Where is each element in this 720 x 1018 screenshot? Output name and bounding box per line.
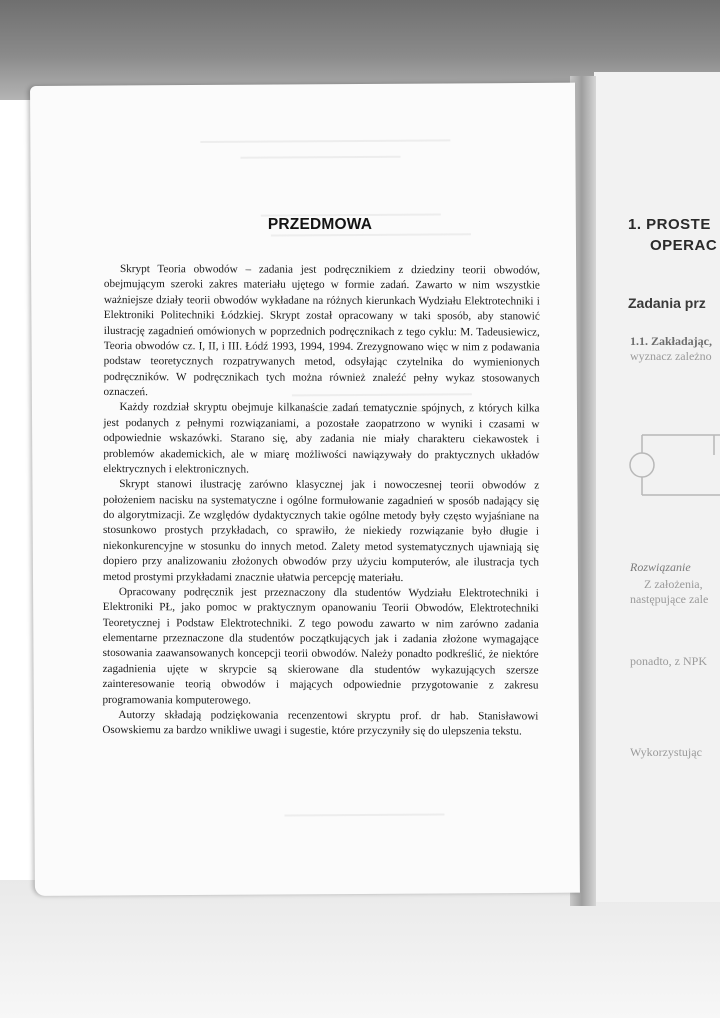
right-chapter-heading-line2: OPERAC — [650, 237, 718, 254]
paragraph: Opracowany podręcznik jest przeznaczony dla studentów Wydziału Elektrotechniki i Elektroniki PŁ, jako pomoc w praktycznym opanowaniu Teorii Obwodów, Elektrotechniki Teoretycznej i Podstaw Elektrotechniki. Z tego powodu zawarto w nim zarówno zadania elementarne przeznaczone dla studentów początkujących jak i zadania złożone wymagające stosowania zaawansowanych koncepcji teorii obwodów. Należy ponadto podkreślić, że niektóre zagadnienia ujęte w skrypcie są skierowane dla studentów wykazujących szersze zainteresowanie teorią obwodów i mających odpowiednie przygotowanie z zakresu programowania komputerowego. — [102, 585, 539, 707]
preface-text — [102, 262, 540, 740]
right-solution-heading: Rozwiązanie — [630, 560, 691, 574]
circuit-diagram-fragment — [622, 425, 720, 505]
paragraph: Skrypt stanowi ilustrację zarówno klasycznej jak i nowoczesnej teorii obwodów z położeniem nacisku na systematyczne i ogólne formułowanie zagadnień w sposób nadający się do algorytmizacji. Ze względów dydaktycznych takie ogólne metody były często wyjaśniane na stosunkowo prostych przykładach, co sprawiło, że niekiedy rozwiązanie było długie i niekonkurencyjne w stosunku do innych metod. Zalety metod systematycznych ujawniają się dopiero przy analizowaniu złożonych obwodów przy użyciu komputerów, ale ilustracja tych metod prostymi przykładami znacznie ułatwia percepcję materiału. — [102, 478, 540, 584]
right-problem-line: wyznacz zależno — [630, 349, 712, 363]
paragraph: Skrypt Teoria obwodów – zadania jest podręcznikiem z dziedziny teorii obwodów, obejmującym szeroki zakres materiału ujętego w formie zadań. Zawarto w nim wszystkie ważniejsze działy teorii obwodów wykładane na różnych kierunkach Wydziału Elektrotechniki i Elektroniki Politechniki Łódzkiej. Skrypt został opracowany w taki sposób, aby stanowić ilustrację zagadnień omówionych w poprzednich podręcznikach z tego cyklu: M. Tadeusiewicz, Teoria obwodów cz. I, II, i III. Łódź 1993, 1994, 1994. Zrezygnowano więc w nim z podawania podstaw teoretycznych rozpatrywanych metod, odsyłając czytelnika do wymienionych podręczników. W podręcznikach tych można również znaleźć pełny wykaz stosowanych oznaczeń. — [103, 263, 540, 399]
right-solution-line: następujące zale — [630, 592, 709, 606]
page-title: PRZEDMOWA — [267, 216, 373, 233]
paragraph: Autorzy składają podziękowania recenzentowi skryptu prof. dr hab. Stanisławowi Osowskiemu za bardzo wnikliwe uwagi i sugestie, które przyczyniły się do ulepszenia tekstu. — [102, 708, 539, 738]
right-chapter-heading-line1: 1. PROSTE — [628, 216, 711, 233]
right-section-heading: Zadania prz — [628, 295, 706, 311]
right-problem-line: 1.1. Zakładając, — [630, 334, 713, 348]
right-solution-line: Wykorzystując — [630, 745, 702, 759]
right-solution-line: ponadto, z NPK — [630, 654, 707, 668]
paragraph: Każdy rozdział skryptu obejmuje kilkanaście zadań tematycznie spójnych, z których kilka jest podanych z pełnymi rozwiązaniami, a pozostałe zaopatrzono w wyniki i czasami w odpowiednie wskazówki. Starano się, aby zadania nie miały charakteru ciekawostek i problemów akademickich, ale w miarę możliwości nawiązywały do praktycznych układów elektrycznych i elektronicznych. — [103, 401, 540, 476]
right-solution-line: Z założenia, — [644, 577, 703, 591]
